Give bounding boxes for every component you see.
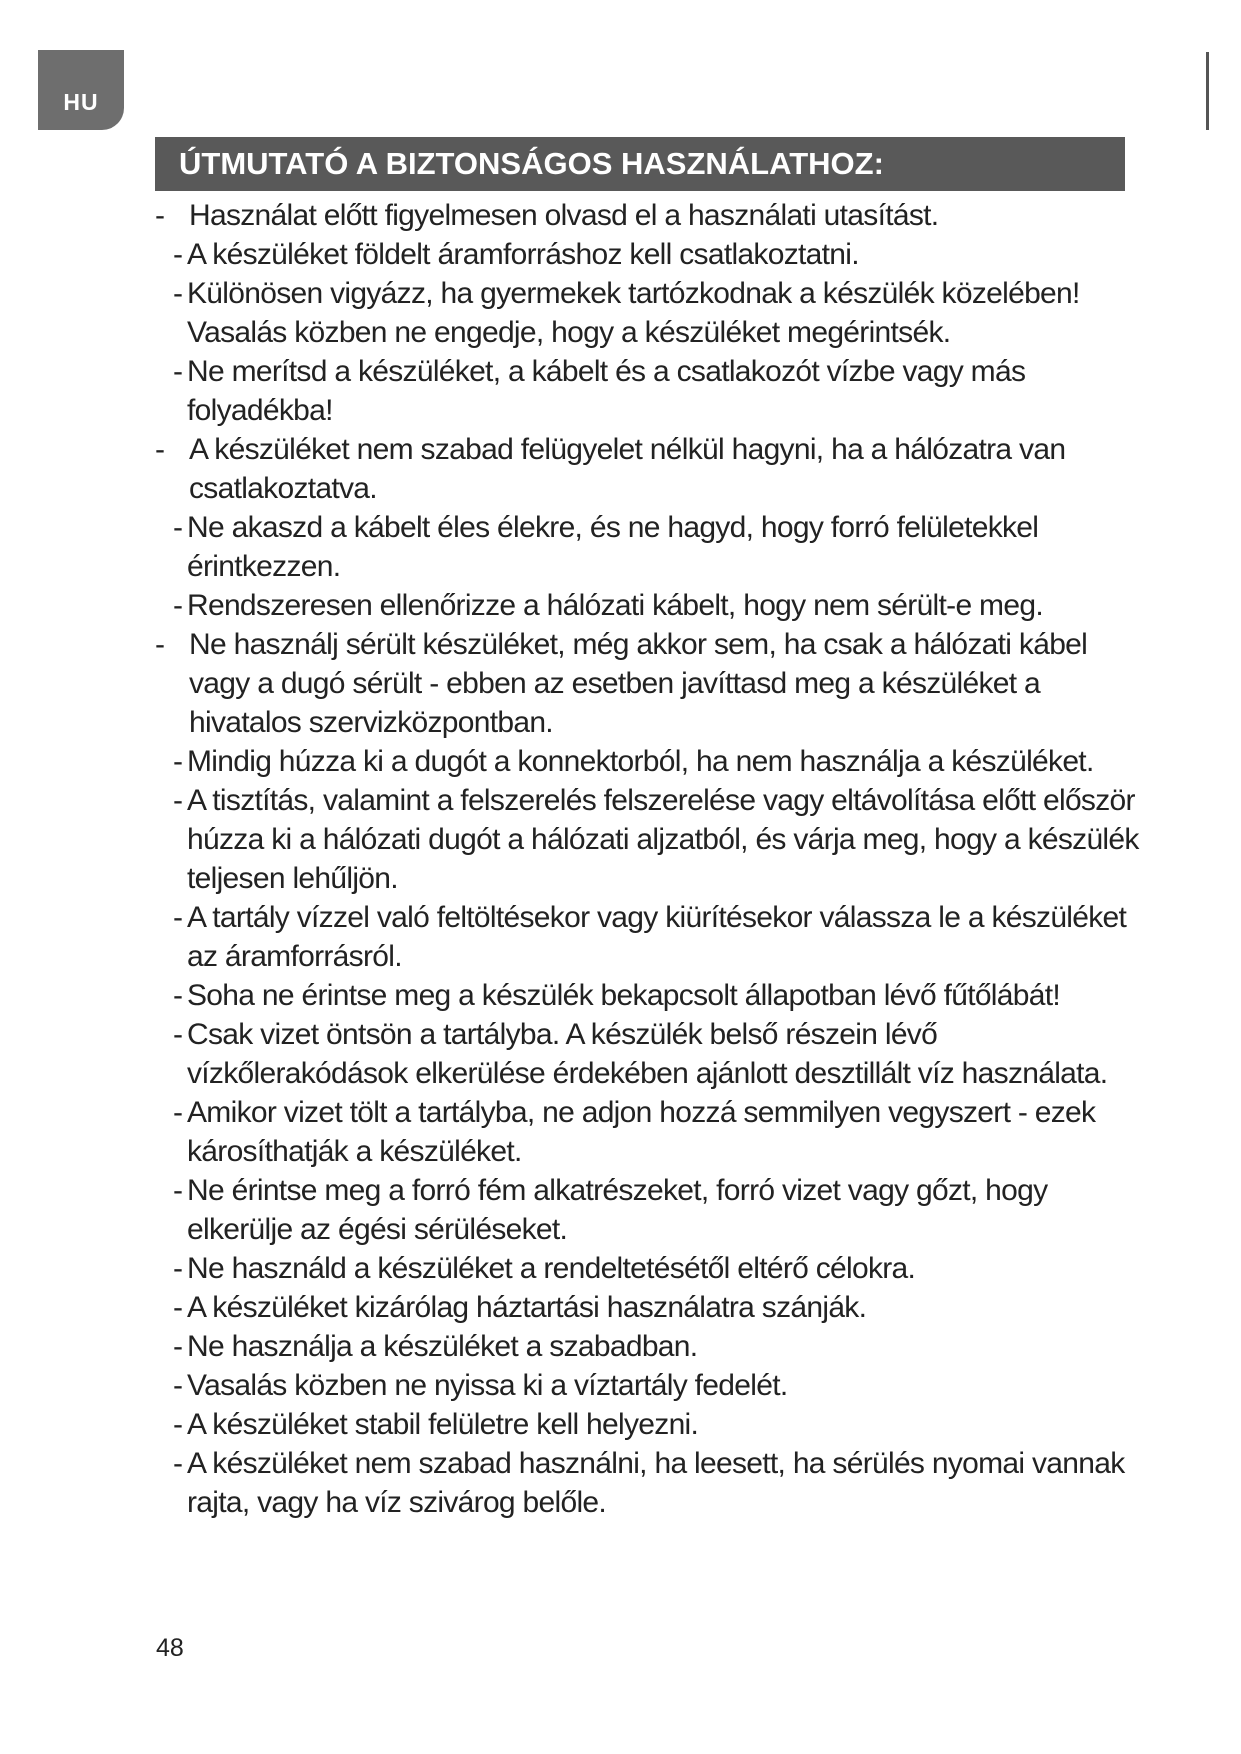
list-item-text: Vasalás közben ne nyissa ki a víztartály fedelét. — [187, 1369, 788, 1402]
list-dash: - — [173, 1447, 183, 1480]
list-item — [155, 1249, 1140, 1288]
list-dash: - — [173, 1018, 183, 1051]
list-dash: - — [173, 1408, 183, 1441]
list-item-text: Használat előtt figyelmesen olvasd el a használati utasítást. — [189, 199, 939, 232]
list-item-text: Ne akaszd a kábelt éles élekre, és ne hagyd, hogy forró felületekkel érintkezzen. — [187, 511, 1039, 583]
list-item-text: Ne használja a készüléket a szabadban. — [187, 1330, 698, 1363]
language-tab: HU — [38, 50, 124, 130]
list-item-text: Ne használj sérült készüléket, még akkor sem, ha csak a hálózati kábel vagy a dugó sérült - ebben az esetben javíttasd meg a készüléket a hivatalos szervizközpontban. — [189, 628, 1088, 739]
list-item — [155, 1015, 1140, 1093]
list-item-text: A készüléket nem szabad használni, ha leesett, ha sérülés nyomai vannak rajta, vagy ha víz szivárog belőle. — [187, 1447, 1125, 1519]
list-item — [155, 1405, 1140, 1444]
list-item — [155, 235, 1140, 274]
list-dash: - — [155, 433, 165, 466]
list-dash: - — [155, 628, 165, 661]
safety-rules-list — [155, 196, 1140, 1522]
list-item — [155, 976, 1140, 1015]
list-dash: - — [173, 511, 183, 544]
list-item — [155, 1444, 1140, 1522]
list-item-text: A készüléket földelt áramforráshoz kell csatlakoztatni. — [187, 238, 859, 271]
list-item — [155, 352, 1140, 430]
list-dash: - — [173, 589, 183, 622]
list-dash: - — [173, 277, 183, 310]
list-item — [155, 1171, 1140, 1249]
list-item — [155, 274, 1140, 352]
list-item-text: Ne merítsd a készüléket, a kábelt és a csatlakozót vízbe vagy más folyadékba! — [187, 355, 1026, 427]
list-item-text: A készüléket kizárólag háztartási használatra szánják. — [187, 1291, 867, 1324]
list-item-text: Mindig húzza ki a dugót a konnektorból, ha nem használja a készüléket. — [187, 745, 1094, 778]
list-item — [155, 1288, 1140, 1327]
page-edge-line — [1206, 52, 1209, 130]
list-item — [155, 898, 1140, 976]
list-item — [155, 1093, 1140, 1171]
list-item-text: A készüléket stabil felületre kell helyezni. — [187, 1408, 699, 1441]
list-dash: - — [173, 1174, 183, 1207]
list-item — [155, 586, 1140, 625]
list-dash: - — [173, 1096, 183, 1129]
list-dash: - — [173, 1330, 183, 1363]
list-item-text: Rendszeresen ellenőrizze a hálózati kábelt, hogy nem sérült-e meg. — [187, 589, 1043, 622]
list-item-text: A tisztítás, valamint a felszerelés felszerelése vagy eltávolítása előtt először húzza ki a hálózati dugót a hálózati aljzatból, és várja meg, hogy a készülék teljesen lehűljön. — [187, 784, 1139, 895]
list-dash: - — [173, 1252, 183, 1285]
list-item — [155, 508, 1140, 586]
list-dash: - — [173, 1369, 183, 1402]
list-item — [155, 196, 1140, 235]
list-item-text: Amikor vizet tölt a tartályba, ne adjon hozzá semmilyen vegyszert - ezek károsíthatják a készüléket. — [187, 1096, 1096, 1168]
list-dash: - — [155, 199, 165, 232]
section-header: ÚTMUTATÓ A BIZTONSÁGOS HASZNÁLATHOZ: — [155, 137, 1125, 191]
list-dash: - — [173, 784, 183, 817]
page-number: 48 — [156, 1634, 184, 1662]
list-dash: - — [173, 355, 183, 388]
list-dash: - — [173, 979, 183, 1012]
list-item-text: Ne használd a készüléket a rendeltetésétől eltérő célokra. — [187, 1252, 916, 1285]
list-dash: - — [173, 238, 183, 271]
list-item-text: Ne érintse meg a forró fém alkatrészeket, forró vizet vagy gőzt, hogy elkerülje az égési sérüléseket. — [187, 1174, 1048, 1246]
list-item — [155, 1366, 1140, 1405]
list-dash: - — [173, 1291, 183, 1324]
list-item-text: Csak vizet öntsön a tartályba. A készülék belső részein lévő vízkőlerakódások elkerülése érdekében ajánlott desztillált víz használata. — [187, 1018, 1108, 1090]
list-item — [155, 430, 1140, 508]
list-item-text: A készüléket nem szabad felügyelet nélkül hagyni, ha a hálózatra van csatlakoztatva. — [189, 433, 1066, 505]
list-item-text: Soha ne érintse meg a készülék bekapcsolt állapotban lévő fűtőlábát! — [187, 979, 1060, 1012]
list-item — [155, 625, 1140, 742]
list-dash: - — [173, 901, 183, 934]
list-item — [155, 742, 1140, 781]
list-item — [155, 1327, 1140, 1366]
list-item — [155, 781, 1140, 898]
list-dash: - — [173, 745, 183, 778]
list-item-text: Különösen vigyázz, ha gyermekek tartózkodnak a készülék közelében! Vasalás közben ne engedje, hogy a készüléket megérintsék. — [187, 277, 1080, 349]
list-item-text: A tartály vízzel való feltöltésekor vagy kiürítésekor válassza le a készüléket az áramforrásról. — [187, 901, 1127, 973]
